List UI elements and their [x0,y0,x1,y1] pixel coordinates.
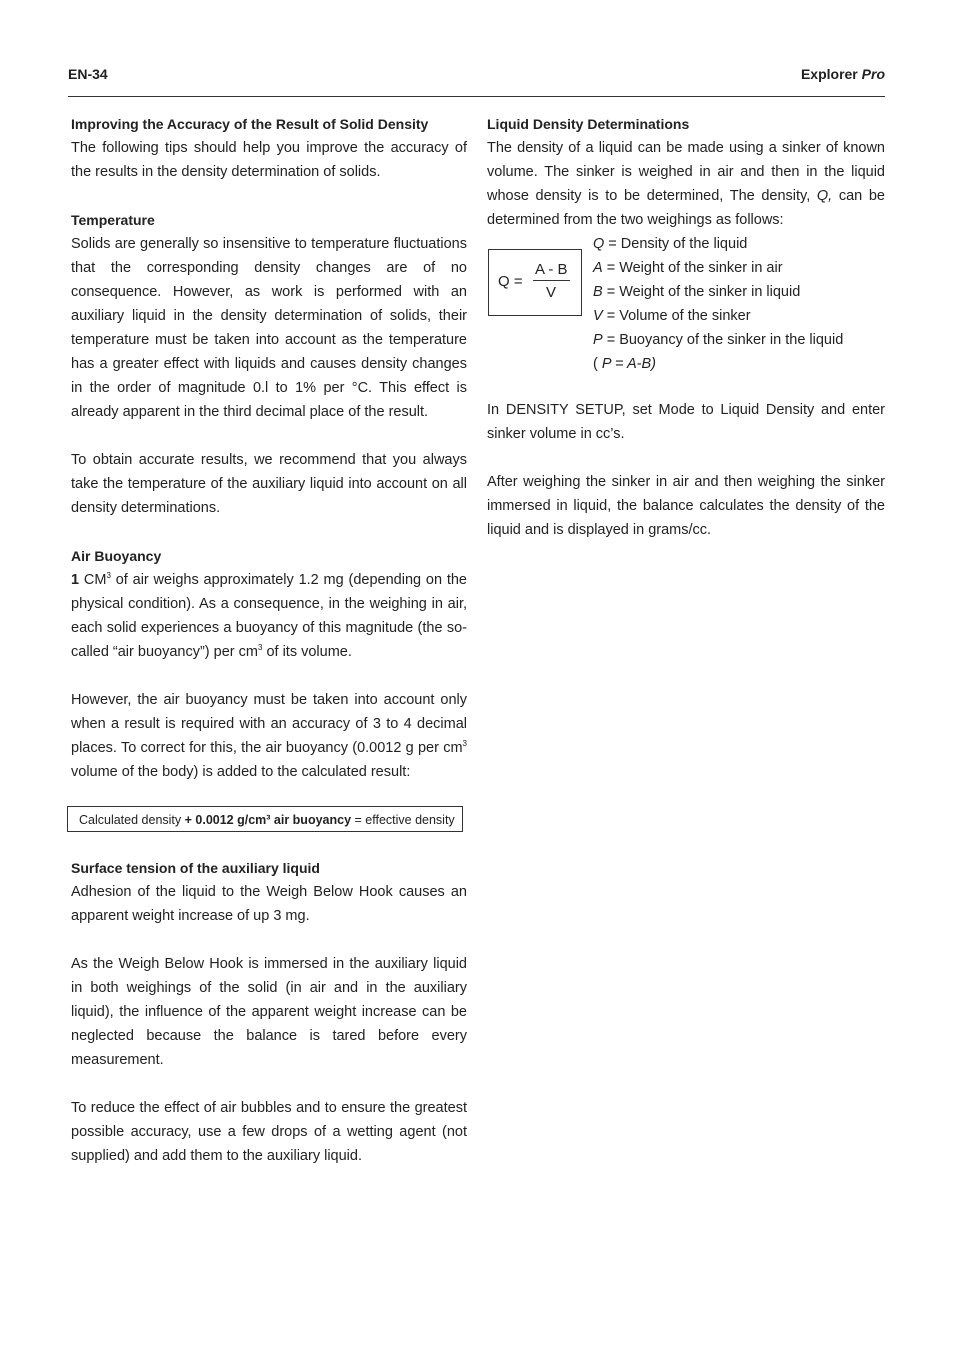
text-segment: volume of the body) is added to the calculated result: [71,764,411,780]
paragraph-liquid-density-1 [487,136,885,232]
text-one: 1 [71,572,80,588]
formula-block [487,232,885,376]
def-symbol: P [593,332,603,348]
def-extra-b: P = A-B) [601,356,656,372]
text-segment: of air weighs approximately 1.2 mg (depending on the physical condition). As a consequence, in the weighing in air, each solid experiences a buoyancy of this magnitude (the so-called “air buoyancy”) per cm [71,572,467,660]
definition-b [593,280,885,304]
paragraph-air-buoyancy-2 [71,688,467,784]
def-symbol: B [593,284,603,300]
title-main: Explorer [800,66,858,82]
paragraph-temperature-2: To obtain accurate results, we recommend that you always take the temperature of the auxiliary liquid into account on all density determinations. [71,452,467,516]
text-segment: The density of a liquid can be made using a sinker of known volume. The sinker is weighed in air and then in the liquid whose density is to be determined, The density, [487,140,885,204]
paragraph-temperature-1: Solids are generally so insensitive to temperature fluctuations that the corresponding density changes are of no consequence. However, as work is performed with an auxiliary liquid in the density determination of solids, their temperature must be taken into account as the temperature has a greater effect with liquids and causes density changes in the order of magnitude 0.l to 1% per °C. This effect is already apparent in the third decimal place of the result. [71,236,467,420]
symbol-q: Q, [816,188,833,204]
page-number: EN-34 [68,66,108,82]
superscript: 3 [257,643,263,653]
formula-lhs: Q = [498,273,523,290]
def-symbol: A [593,260,603,276]
text-segment: CM [79,572,107,588]
superscript: 3 [106,571,111,581]
document-title [801,66,885,82]
definition-p [593,328,885,352]
paragraph-surface-tension-1: Adhesion of the liquid to the Weigh Below Hook causes an apparent weight increase of up 3 mg. [71,884,467,924]
title-italic: Pro [861,66,885,82]
calc-text-b: + 0.0012 g/cm³ air buoyancy [184,813,352,827]
def-text: = Volume of the sinker [602,308,751,324]
section-heading-air-buoyancy: Air Buoyancy [71,548,162,564]
formula-denominator: V [546,284,557,301]
definition-a [593,256,885,280]
paragraph-surface-tension-2: As the Weigh Below Hook is immersed in the auxiliary liquid in both weighings of the solid (in air and in the auxiliary liquid), the influence of the apparent weight increase can be neglected because the balance is tared before every measurement. [71,956,467,1068]
formula-numerator: A - B [533,260,570,281]
paragraph-weighing-result: After weighing the sinker in air and then weighing the sinker immersed in liquid, the balance calculates the density of the liquid and is displayed in grams/cc. [487,474,885,538]
text-segment: However, the air buoyancy must be taken into account only when a result is required with an accuracy of 3 to 4 decimal places. To correct for this, the air buoyancy (0.0012 g per cm [71,692,467,756]
paragraph-accuracy-intro: The following tips should help you improve the accuracy of the results in the density determination of solids. [71,140,467,180]
definition-q [593,232,885,256]
def-text: = Weight of the sinker in air [602,260,783,276]
text-segment: can be determined from the two weighings as follows: [487,188,885,228]
section-heading-surface-tension: Surface tension of the auxiliary liquid [71,860,320,876]
def-text: = Buoyancy of the sinker in the liquid [602,332,844,348]
section-heading-accuracy: Improving the Accuracy of the Result of Solid Density [71,116,429,132]
text-segment: of its volume. [262,644,352,660]
definition-p-formula [593,352,885,376]
def-symbol: V [593,308,603,324]
section-heading-liquid-density: Liquid Density Determinations [487,116,690,132]
formula-definitions [593,232,885,376]
calculation-box [67,806,463,832]
superscript: 3 [462,739,467,749]
paragraph-surface-tension-3: To reduce the effect of air bubbles and to ensure the greatest possible accuracy, use a few drops of a wetting agent (not supplied) and add them to the auxiliary liquid. [71,1100,467,1164]
def-extra-a: ( [593,356,602,372]
right-column [487,112,885,542]
calc-text-c: = effective density [351,813,455,827]
calc-text-a: Calculated density [79,813,185,827]
def-text: = Density of the liquid [604,236,748,252]
def-text: = Weight of the sinker in liquid [602,284,801,300]
formula-box [488,249,582,316]
definition-v [593,304,885,328]
section-heading-temperature: Temperature [71,212,155,228]
page-header [68,66,885,97]
paragraph-density-setup: In DENSITY SETUP, set Mode to Liquid Density and enter sinker volume in cc’s. [487,402,885,442]
def-symbol: Q [593,236,605,252]
paragraph-air-buoyancy-1 [71,568,467,664]
left-column [71,112,467,1168]
